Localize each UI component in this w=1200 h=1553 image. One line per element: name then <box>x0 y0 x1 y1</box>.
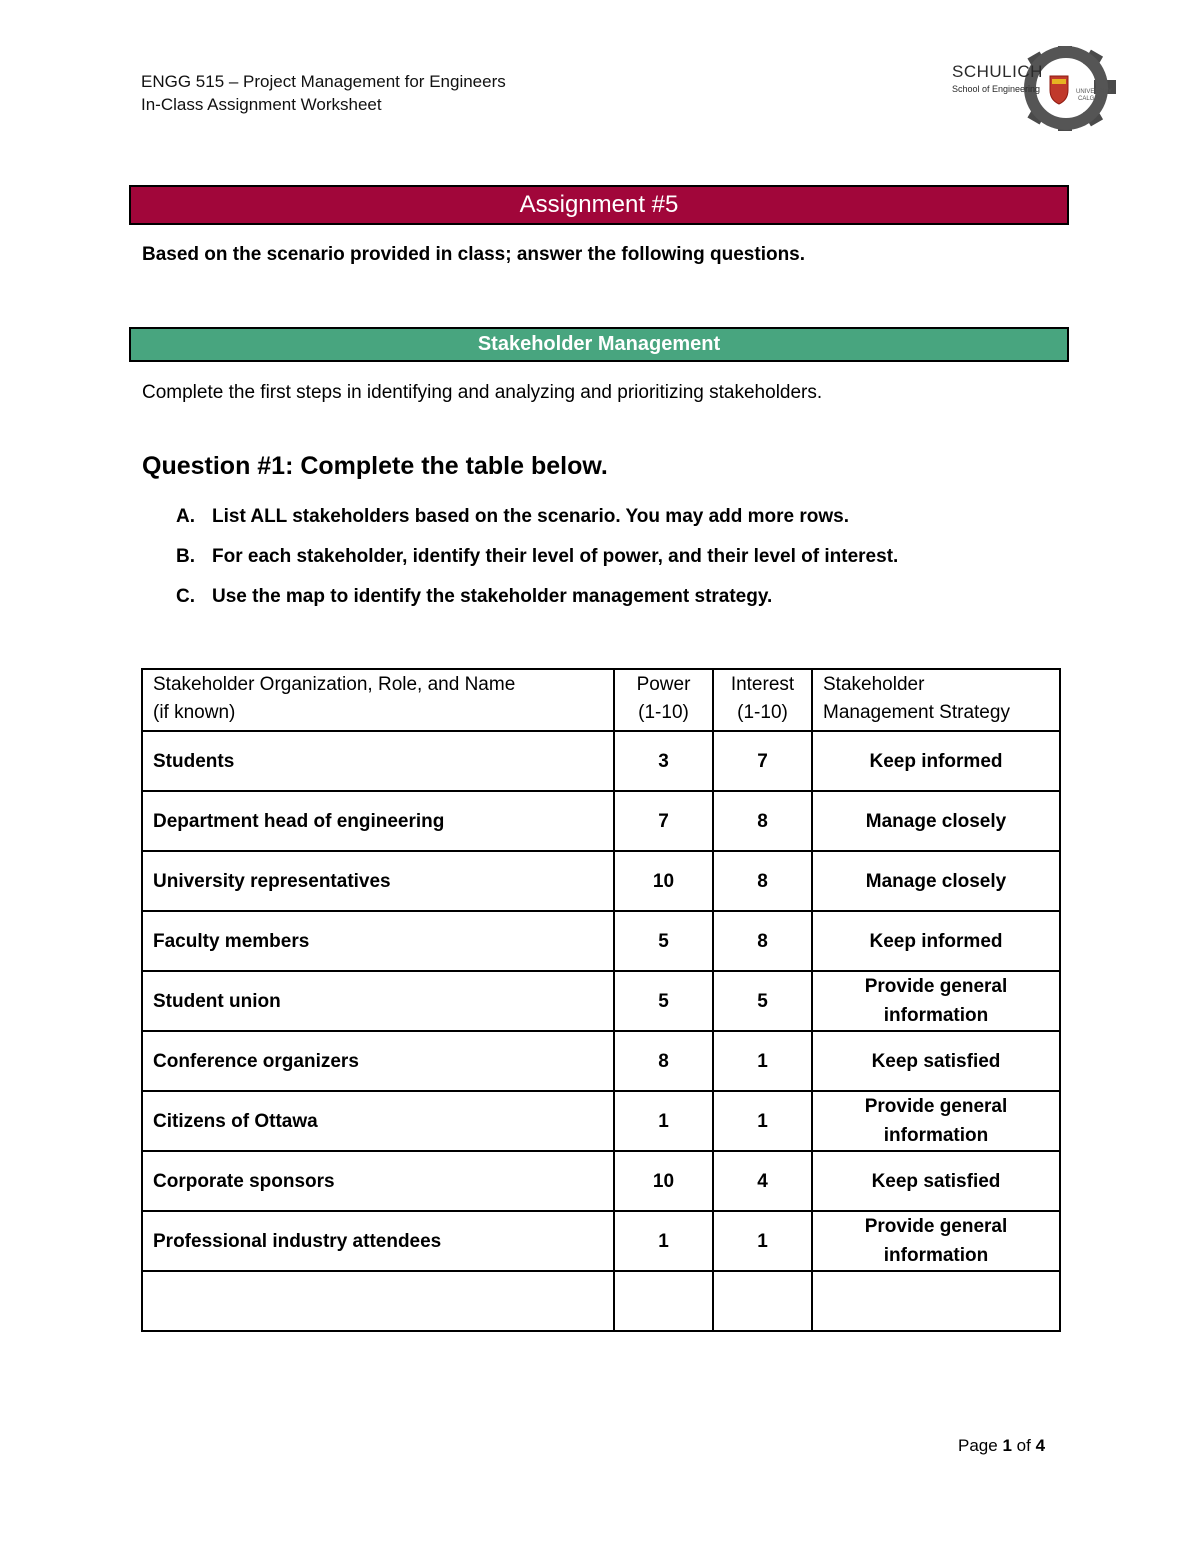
table-row-empty <box>142 1271 1060 1331</box>
strategy-line1: Provide general <box>864 1216 1008 1237</box>
header-stakeholder <box>142 669 614 731</box>
page-number: 1 <box>1002 1436 1012 1455</box>
list-item-letter: A. <box>176 506 195 527</box>
strategy-line2: information <box>883 1005 989 1026</box>
strategy-value <box>812 971 1060 1031</box>
header-interest <box>713 669 812 731</box>
strategy-value <box>812 1031 1060 1091</box>
svg-text:CALGARY: CALGARY <box>1078 96 1107 102</box>
interest-value: 5 <box>713 971 812 1031</box>
interest-value: 8 <box>713 851 812 911</box>
strategy-line1: Keep satisfied <box>871 1050 1001 1072</box>
stakeholder-name: Conference organizers <box>142 1031 614 1091</box>
stakeholder-table <box>141 668 1061 1332</box>
interest-value: 1 <box>713 1211 812 1271</box>
page-word: Page <box>958 1436 998 1455</box>
strategy-value <box>812 791 1060 851</box>
interest-value: 1 <box>713 1031 812 1091</box>
page-total: 4 <box>1035 1436 1046 1455</box>
table-row <box>142 911 1060 971</box>
header-stakeholder-line1: Stakeholder Organization, Role, and Name <box>153 674 516 695</box>
strategy-line2: information <box>883 1245 989 1266</box>
list-item-text: List ALL stakeholders based on the scenario. You may add more rows. <box>212 506 850 527</box>
list-item-text: For each stakeholder, identify their level of power, and their level of interest. <box>212 546 899 567</box>
strategy-line1: Manage closely <box>865 810 1007 832</box>
list-item-text: Use the map to identify the stakeholder management strategy. <box>212 586 773 607</box>
table-row <box>142 1151 1060 1211</box>
instruction-list <box>176 504 898 624</box>
stakeholder-name: Student union <box>142 971 614 1031</box>
power-value: 1 <box>614 1091 713 1151</box>
table-row <box>142 1031 1060 1091</box>
table-row <box>142 791 1060 851</box>
logo-name: SCHULICH <box>952 62 1043 81</box>
stakeholder-name: Citizens of Ottawa <box>142 1091 614 1151</box>
header-stakeholder-line2: (if known) <box>153 702 236 723</box>
strategy-line2: information <box>883 1125 989 1146</box>
schulich-logo <box>946 46 1121 131</box>
stakeholder-name <box>142 1271 614 1331</box>
header-strategy-line1: Stakeholder <box>823 674 925 695</box>
strategy-value <box>812 731 1060 791</box>
power-value: 5 <box>614 971 713 1031</box>
power-value <box>614 1271 713 1331</box>
power-value: 5 <box>614 911 713 971</box>
power-value: 3 <box>614 731 713 791</box>
power-value: 7 <box>614 791 713 851</box>
strategy-value <box>812 851 1060 911</box>
strategy-value <box>812 1151 1060 1211</box>
power-value: 10 <box>614 851 713 911</box>
strategy-value <box>812 1091 1060 1151</box>
stakeholder-name: Professional industry attendees <box>142 1211 614 1271</box>
power-value: 8 <box>614 1031 713 1091</box>
header-power-line2: (1-10) <box>638 702 689 723</box>
list-item <box>176 584 898 624</box>
svg-text:UNIVERSITY: UNIVERSITY <box>1076 89 1113 95</box>
table-row <box>142 851 1060 911</box>
worksheet-title: In-Class Assignment Worksheet <box>141 95 382 114</box>
interest-value: 8 <box>713 911 812 971</box>
list-item <box>176 504 898 544</box>
course-title: ENGG 515 – Project Management for Engineers <box>141 72 506 91</box>
stakeholder-name: University representatives <box>142 851 614 911</box>
stakeholder-name: Faculty members <box>142 911 614 971</box>
interest-value <box>713 1271 812 1331</box>
header-interest-line1: Interest <box>730 674 795 695</box>
header-strategy-line2: Management Strategy <box>823 702 1010 723</box>
table-row <box>142 1211 1060 1271</box>
assignment-title-bar: Assignment #5 <box>129 185 1069 225</box>
question-title: Question #1: Complete the table below. <box>142 452 608 480</box>
page-footer <box>958 1436 1045 1456</box>
stakeholder-name: Corporate sponsors <box>142 1151 614 1211</box>
list-item-letter: B. <box>176 546 195 567</box>
header-strategy <box>812 669 1060 731</box>
strategy-line1: Provide general <box>864 976 1008 997</box>
stakeholder-name: Department head of engineering <box>142 791 614 851</box>
intro-text: Based on the scenario provided in class; answer the following questions. <box>142 244 806 265</box>
strategy-value <box>812 1211 1060 1271</box>
power-value: 1 <box>614 1211 713 1271</box>
list-item <box>176 544 898 584</box>
list-item-letter: C. <box>176 586 195 607</box>
document-header <box>141 70 506 116</box>
power-value: 10 <box>614 1151 713 1211</box>
interest-value: 8 <box>713 791 812 851</box>
strategy-value <box>812 1271 1060 1331</box>
strategy-value <box>812 911 1060 971</box>
strategy-line1: Manage closely <box>865 870 1007 892</box>
header-power <box>614 669 713 731</box>
stakeholder-name: Students <box>142 731 614 791</box>
table-row <box>142 971 1060 1031</box>
strategy-line1: Keep satisfied <box>871 1170 1001 1192</box>
strategy-line1: Keep informed <box>869 750 1003 772</box>
interest-value: 7 <box>713 731 812 791</box>
of-word: of <box>1016 1436 1031 1455</box>
interest-value: 1 <box>713 1091 812 1151</box>
section-description: Complete the first steps in identifying and analyzing and prioritizing stakeholders. <box>142 382 823 403</box>
interest-value: 4 <box>713 1151 812 1211</box>
strategy-line1: Keep informed <box>869 930 1003 952</box>
strategy-line1: Provide general <box>864 1096 1008 1117</box>
logo-subtitle: School of Engineering <box>952 84 1041 94</box>
header-power-line1: Power <box>636 674 691 695</box>
table-header-row <box>142 669 1060 731</box>
table-row <box>142 731 1060 791</box>
section-title-bar: Stakeholder Management <box>129 327 1069 362</box>
header-interest-line2: (1-10) <box>737 702 788 723</box>
table-row <box>142 1091 1060 1151</box>
